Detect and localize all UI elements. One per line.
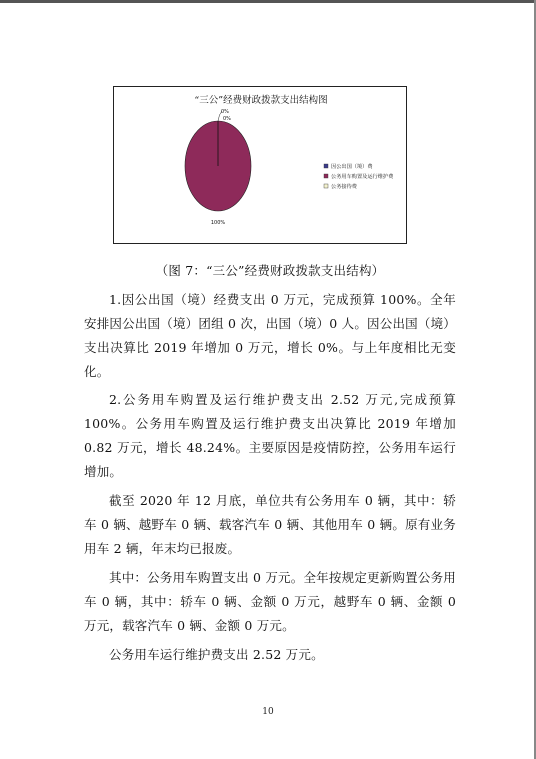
page-top-edge xyxy=(0,0,536,3)
page-number: 10 xyxy=(262,707,274,717)
leader-line xyxy=(218,115,220,121)
figure-caption: （图 7：“三公”经费财政拨款支出结构） xyxy=(155,263,385,278)
paragraph-1: 1.因公出国（境）经费支出 0 万元，完成预算 100%。全年安排因公出国（境）团组 0 次，出国（境）0 人。因公出国（境）支出决算比 2019 年增加 0 万元，增长 0%。与上年度相比无变化。 xyxy=(84,292,456,379)
paragraph-3: 截至 2020 年 12 月底，单位共有公务用车 0 辆，其中：轿车 0 辆、越野车 0 辆、载客汽车 0 辆、其他用车 0 辆。原有业务用车 2 辆，年末均已报废。 xyxy=(84,493,456,556)
body-text xyxy=(84,259,456,667)
data-label: 100% xyxy=(210,220,226,226)
pie-chart xyxy=(114,87,408,245)
paragraph-5: 公务用车运行维护费支出 2.52 万元。 xyxy=(109,647,324,662)
legend-swatch xyxy=(324,174,328,178)
chart-title: “三公”经费财政拨款支出结构图 xyxy=(194,95,328,106)
legend-entry: 因公出国（境）费 xyxy=(331,164,373,170)
legend-entry: 公务接待费 xyxy=(331,184,357,190)
paragraph-2: 2.公务用车购置及运行维护费支出 2.52 万元,完成预算 100%。公务用车购置及运行维护费支出决算比 2019 年增加 0.82 万元，增长 48.24%。主要原因是疫情防控，公务用车运行增加。 xyxy=(84,392,456,479)
pie-chart-frame xyxy=(113,86,407,244)
legend-swatch xyxy=(324,184,328,188)
legend-entry: 公务用车购置及运行维护费 xyxy=(331,174,394,180)
data-label: 0% xyxy=(223,116,231,122)
legend-swatch xyxy=(324,164,328,168)
data-label: 0% xyxy=(221,109,229,115)
paragraph-4: 其中：公务用车购置支出 0 万元。全年按规定更新购置公务用车 0 辆，其中：轿车 0 辆、金额 0 万元，越野车 0 辆、金额 0 万元，载客汽车 0 辆、金额 0 万元。 xyxy=(84,570,456,633)
